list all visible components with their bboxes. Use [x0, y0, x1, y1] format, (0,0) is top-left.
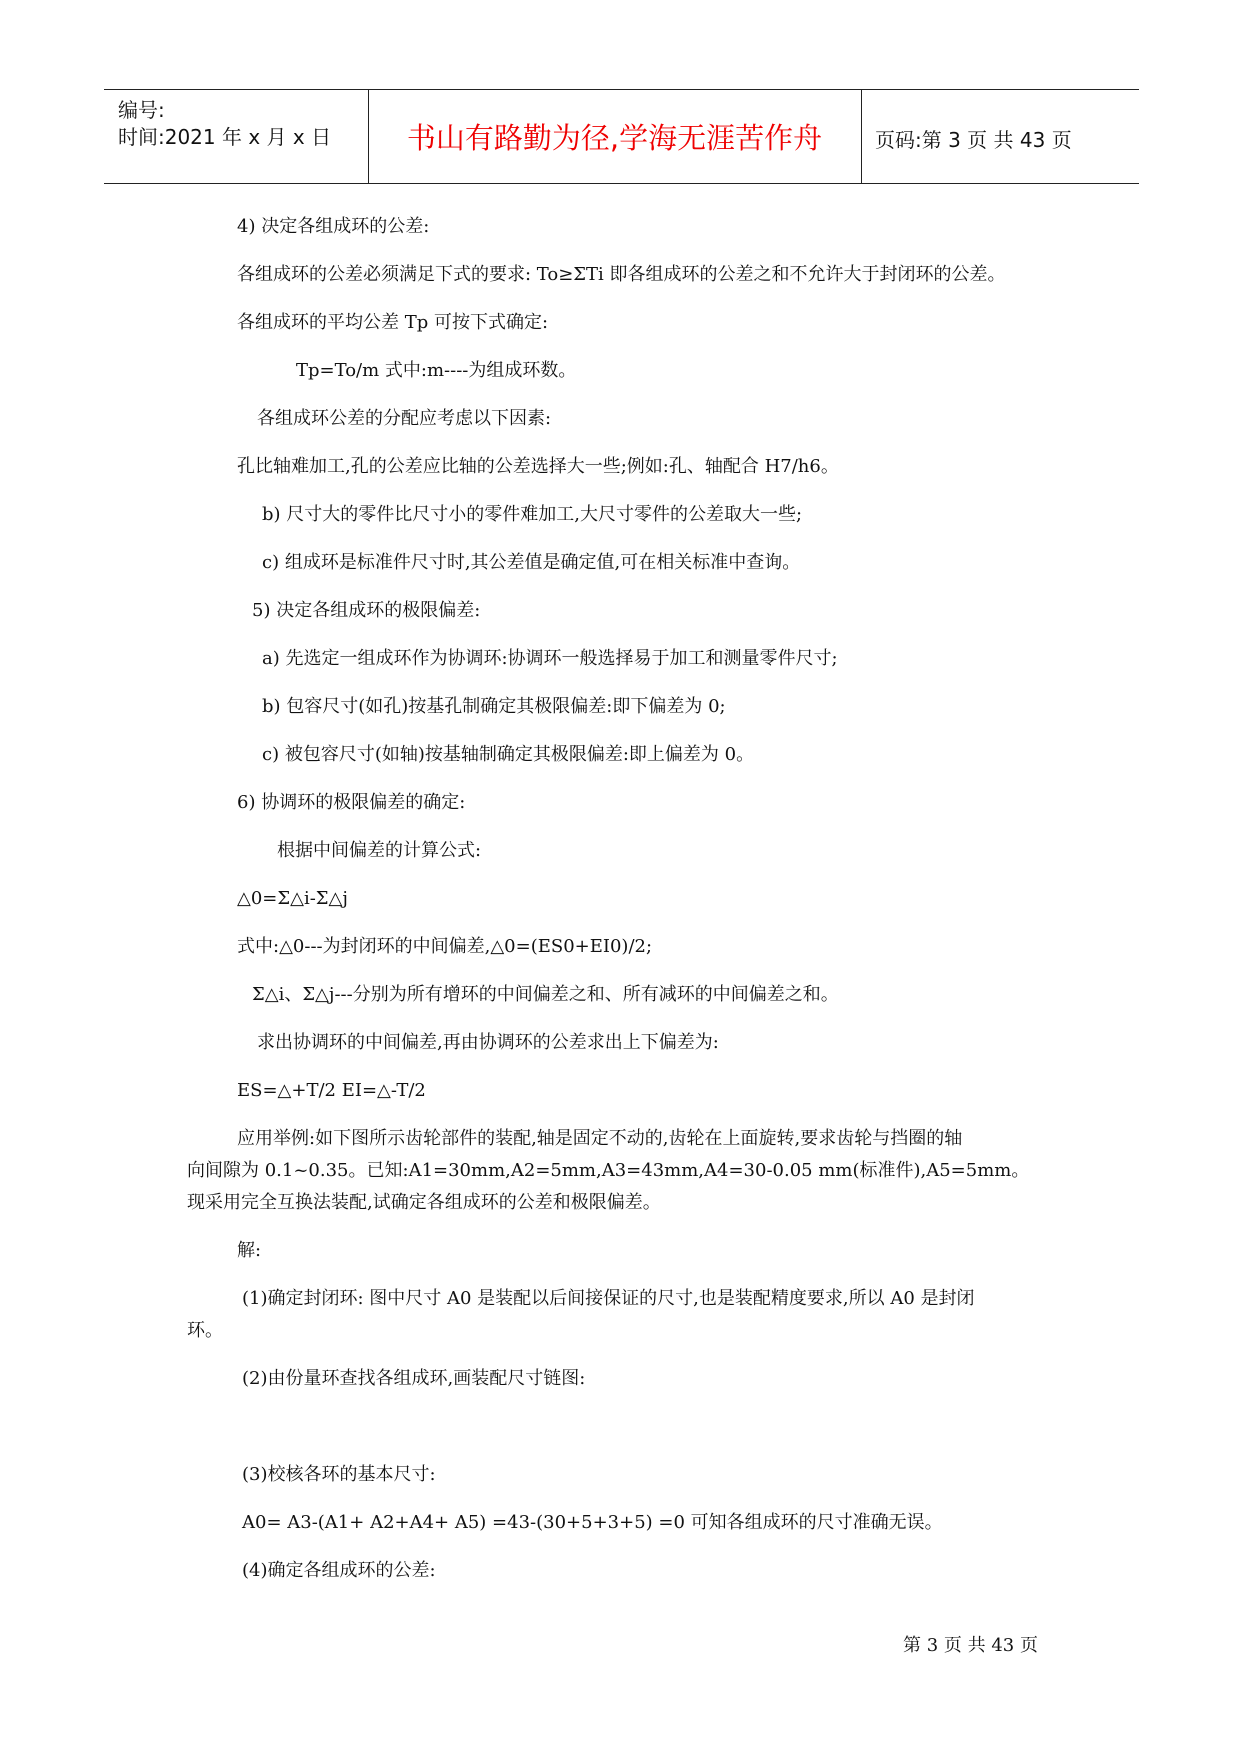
body-line: A0= A3-(A1+ A2+A4+ A5) =43-(30+5+3+5) =0 可知各组成环的尺寸准确无误。: [242, 1512, 943, 1533]
body-line: 应用举例:如下图所示齿轮部件的装配,轴是固定不动的,齿轮在上面旋转,要求齿轮与挡圈的轴: [237, 1128, 963, 1149]
page-footer-number: 第 3 页 共 43 页: [903, 1635, 1038, 1656]
body-line: Tp=To/m 式中:m----为组成环数。: [296, 360, 577, 381]
body-line: 解:: [237, 1240, 262, 1261]
body-line: b) 包容尺寸(如孔)按基孔制确定其极限偏差:即下偏差为 0;: [262, 696, 726, 717]
body-line: 各组成环的平均公差 Tp 可按下式确定:: [237, 312, 549, 333]
document-number-label: 编号:: [118, 98, 165, 122]
document-time-label: 时间:2021 年 x 月 x 日: [118, 125, 332, 149]
header-motto-cell: [368, 90, 862, 183]
body-line: 根据中间偏差的计算公式:: [277, 840, 482, 861]
body-line: (4)确定各组成环的公差:: [242, 1560, 436, 1581]
body-line: 求出协调环的中间偏差,再由协调环的公差求出上下偏差为:: [257, 1032, 719, 1053]
body-line: Σ△i、Σ△j---分别为所有增环的中间偏差之和、所有减环的中间偏差之和。: [252, 984, 839, 1005]
header-info-cell: [104, 90, 369, 183]
body-line: 4) 决定各组成环的公差:: [237, 216, 430, 237]
header-page-cell: [861, 90, 1139, 183]
body-line: c) 被包容尺寸(如轴)按基轴制确定其极限偏差:即上偏差为 0。: [262, 744, 755, 765]
body-line: 5) 决定各组成环的极限偏差:: [252, 600, 481, 621]
body-line: 6) 协调环的极限偏差的确定:: [237, 792, 466, 813]
header-motto: 书山有路勤为径,学海无涯苦作舟: [406, 121, 823, 155]
body-line: (3)校核各环的基本尺寸:: [242, 1464, 436, 1485]
body-line: 现采用完全互换法装配,试确定各组成环的公差和极限偏差。: [187, 1192, 661, 1213]
body-line: 孔比轴难加工,孔的公差应比轴的公差选择大一些;例如:孔、轴配合 H7/h6。: [237, 456, 839, 477]
body-line: △0=Σ△i-Σ△j: [237, 888, 348, 909]
body-line: a) 先选定一组成环作为协调环:协调环一般选择易于加工和测量零件尺寸;: [262, 648, 838, 669]
body-line: b) 尺寸大的零件比尺寸小的零件难加工,大尺寸零件的公差取大一些;: [262, 504, 803, 525]
page-header: [104, 89, 1139, 184]
body-line: (2)由份量环查找各组成环,画装配尺寸链图:: [242, 1368, 586, 1389]
body-line: 式中:△0---为封闭环的中间偏差,△0=(ES0+EI0)/2;: [237, 936, 653, 957]
body-line: 各组成环的公差必须满足下式的要求: To≥ΣTi 即各组成环的公差之和不允许大于封闭环的公差。: [237, 264, 1006, 285]
body-line: c) 组成环是标准件尺寸时,其公差值是确定值,可在相关标准中查询。: [262, 552, 801, 573]
header-page-number: 页码:第 3 页 共 43 页: [875, 128, 1072, 152]
body-line: (1)确定封闭环: 图中尺寸 A0 是装配以后间接保证的尺寸,也是装配精度要求,所以 A0 是封闭: [242, 1288, 975, 1309]
body-line: ES=△+T/2 EI=△-T/2: [237, 1080, 426, 1101]
body-line: 向间隙为 0.1~0.35。已知:A1=30mm,A2=5mm,A3=43mm,A4=30-0.05 mm(标准件),A5=5mm。: [187, 1160, 1030, 1181]
body-line: 环。: [187, 1320, 223, 1341]
body-line: 各组成环公差的分配应考虑以下因素:: [257, 408, 552, 429]
